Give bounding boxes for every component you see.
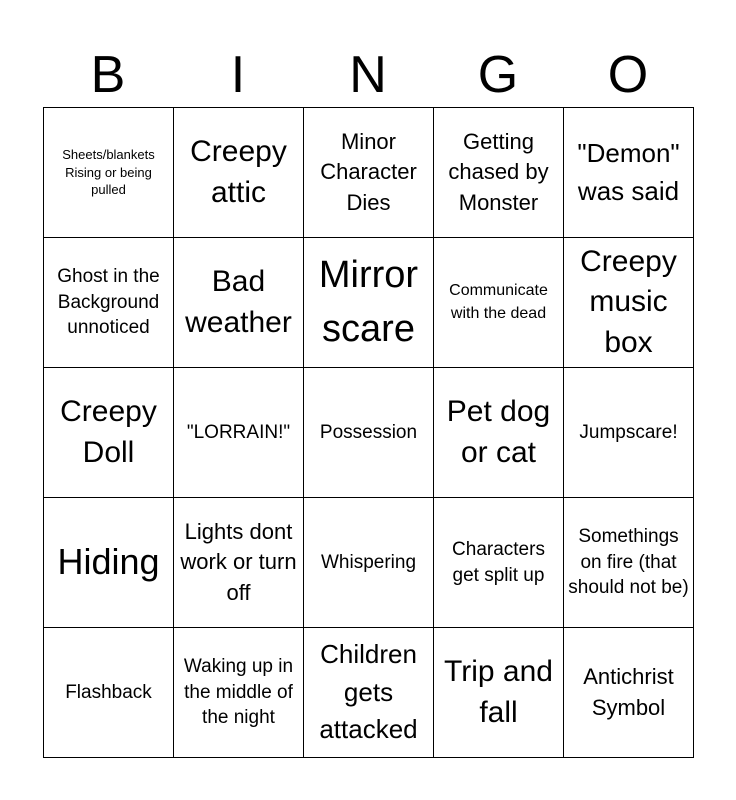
bingo-cell-r2c2[interactable]	[174, 238, 304, 368]
cell-label: "LORRAIN!"	[186, 421, 291, 443]
bingo-cell-r3c3[interactable]	[304, 368, 434, 498]
bingo-cell-r5c5[interactable]	[564, 628, 694, 758]
cell-label: Minor Character Dies	[320, 128, 417, 215]
bingo-cell-r2c5[interactable]	[564, 238, 694, 368]
bingo-cell-r3c4[interactable]	[434, 368, 564, 498]
bingo-cell-r3c1[interactable]	[44, 368, 174, 498]
cell-label: Creepy music box	[580, 244, 677, 359]
cell-label: Characters get split up	[452, 538, 545, 586]
bingo-cell-r5c1[interactable]	[44, 628, 174, 758]
header-letter-b: B	[90, 46, 126, 104]
header-letter-g: G	[477, 46, 519, 104]
bingo-cell-r3c2[interactable]	[174, 368, 304, 498]
cell-label: Possession	[319, 421, 418, 443]
cell-label: Flashback	[65, 681, 152, 703]
cell-label: Hiding	[57, 541, 160, 583]
bingo-cell-r1c2[interactable]	[174, 108, 304, 238]
cell-label: Pet dog or cat	[446, 395, 551, 469]
bingo-cell-r4c3[interactable]	[304, 498, 434, 628]
bingo-cell-r5c2[interactable]	[174, 628, 304, 758]
bingo-cell-r2c1[interactable]	[44, 238, 174, 368]
cell-label: Children gets attacked	[319, 638, 418, 745]
bingo-cell-r4c4[interactable]	[434, 498, 564, 628]
bingo-cell-r5c3[interactable]	[304, 628, 434, 758]
cell-label: Creepy Doll	[60, 395, 157, 469]
bingo-cell-r1c5[interactable]	[564, 108, 694, 238]
header-letter-o: O	[607, 46, 649, 104]
bingo-cell-r5c4[interactable]	[434, 628, 564, 758]
cell-label: Mirror scare	[318, 254, 419, 350]
cell-label: Communicate with the dead	[449, 282, 548, 322]
bingo-cell-r2c3[interactable]	[304, 238, 434, 368]
bingo-cell-r2c4[interactable]	[434, 238, 564, 368]
cell-label: Bad weather	[185, 265, 292, 339]
bingo-cell-r4c1[interactable]	[44, 498, 174, 628]
cell-label: Sheets/blankets Rising or being pulled	[62, 147, 155, 198]
cell-label: Getting chased by Monster	[448, 128, 549, 215]
cell-label: Creepy attic	[190, 135, 287, 209]
bingo-cell-r1c1[interactable]	[44, 108, 174, 238]
cell-label: Ghost in the Background unnoticed	[57, 266, 160, 339]
bingo-cell-r3c5[interactable]	[564, 368, 694, 498]
header-letter-n: N	[349, 46, 387, 104]
cell-label: Trip and fall	[444, 655, 553, 729]
cell-label: Waking up in the middle of the night	[183, 656, 294, 729]
bingo-cell-r4c5[interactable]	[564, 498, 694, 628]
bingo-cell-r4c2[interactable]	[174, 498, 304, 628]
bingo-header	[43, 45, 693, 105]
bingo-board	[43, 107, 694, 758]
cell-label: Jumpscare!	[579, 421, 678, 443]
cell-label: Whispering	[320, 551, 417, 573]
cell-label: Lights dont work or turn off	[180, 518, 297, 605]
cell-label: "Demon" was said	[577, 137, 680, 206]
header-letter-i: I	[230, 46, 246, 104]
bingo-cell-r1c3[interactable]	[304, 108, 434, 238]
bingo-cell-r1c4[interactable]	[434, 108, 564, 238]
cell-label: Somethings on fire (that should not be)	[568, 526, 689, 599]
cell-label: Antichrist Symbol	[583, 664, 674, 720]
